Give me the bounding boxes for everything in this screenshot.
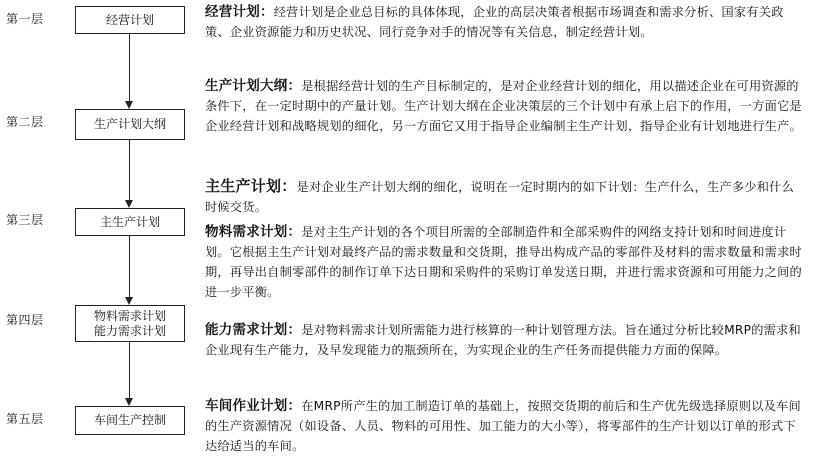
arrow-down-icon — [125, 200, 133, 208]
arrow-down-icon — [125, 297, 133, 305]
box-shop-floor-control — [75, 406, 185, 435]
level-label-3: 第三层 — [6, 213, 44, 227]
description-shop-floor-control — [205, 396, 805, 456]
box-master-production-schedule — [75, 208, 185, 236]
description-term: 生产计划大纲： — [205, 78, 302, 94]
description-text: 是对物料需求计划所需能力进行核算的一种计划管理方法。旨在通过分析比较MRP的需求和企业现有生产能力，及早发现能力的瓶颈所在，为实现企业的生产任务而提供能力方面的保障。 — [205, 323, 801, 357]
level-label-2: 第二层 — [6, 115, 44, 129]
box-label: 主生产计划 — [99, 214, 160, 229]
level-label-4: 第四层 — [6, 313, 44, 327]
description-term: 主生产计划： — [205, 177, 297, 195]
box-label: 物料需求计划 — [93, 308, 166, 323]
description-term: 物料需求计划： — [205, 224, 302, 240]
box-mrp-crp — [75, 305, 185, 342]
description-crp — [205, 320, 805, 360]
description-text: 是根据经营计划的生产目标制定的，是对企业经营计划的细化，用以描述企业在可用资源的条件下，在一定时期中的产量计划。生产计划大纲在企业决策层的三个计划中有承上启下的作用，一方面它是企业经营计划和战略规划的细化，另一方面它又用于指导企业编制主生产计划，指导企业有计划地进行生产。 — [205, 79, 802, 133]
box-label: 能力需求计划 — [93, 323, 166, 338]
description-term: 能力需求计划： — [205, 322, 302, 338]
level-label-1: 第一层 — [6, 12, 44, 26]
arrow-down-icon — [125, 398, 133, 406]
level-label-5: 第五层 — [6, 412, 44, 426]
box-label: 车间生产控制 — [93, 413, 166, 427]
description-text: 是对企业生产计划大纲的细化，说明在一定时期内的如下计划：生产什么，生产多少和什么时候交货。 — [205, 180, 795, 214]
description-term: 车间作业计划： — [205, 398, 302, 414]
connector-2-3 — [129, 140, 130, 201]
connector-3-4 — [129, 236, 130, 298]
description-text: 是对主生产计划的各个项目所需的全部制造件和全部采购件的网络支持计划和时间进度计划。它根据主生产计划对最终产品的需求数量和交货期，推导出构成产品的零部件及材料的需求数量和需求时期，再导出自制零部件的制作订单下达日期和采购件的采购订单发送日期，并进行需求资源和可用能力之间的进一步平衡。 — [205, 225, 802, 299]
connector-1-2 — [129, 34, 130, 102]
connector-4-5 — [129, 342, 130, 399]
box-label: 生产计划大纲 — [93, 117, 166, 131]
arrow-down-icon — [125, 101, 133, 109]
description-text: 经营计划是企业总目标的具体体现，企业的高层决策者根据市场调查和需求分析、国家有关政策、企业资源能力和历史状况、同行竞争对手的情况等有关信息，制定经营计划。 — [205, 5, 784, 39]
description-master-production-schedule — [205, 176, 805, 217]
description-mrp — [205, 222, 805, 302]
description-business-plan — [205, 2, 805, 42]
box-label: 经营计划 — [105, 12, 154, 27]
box-production-plan-outline — [75, 109, 185, 140]
description-production-plan-outline — [205, 76, 805, 136]
box-business-plan — [75, 6, 185, 34]
description-term: 经营计划： — [205, 4, 274, 20]
description-text: 在MRP所产生的加工制造订单的基础上，按照交货期的前后和生产优先级选择原则以及车间的生产资源情况（如设备、人员、物料的可用性、加工能力的大小等），将零部件的生产计划以订单的形式下达给适当的车间。 — [205, 399, 801, 453]
